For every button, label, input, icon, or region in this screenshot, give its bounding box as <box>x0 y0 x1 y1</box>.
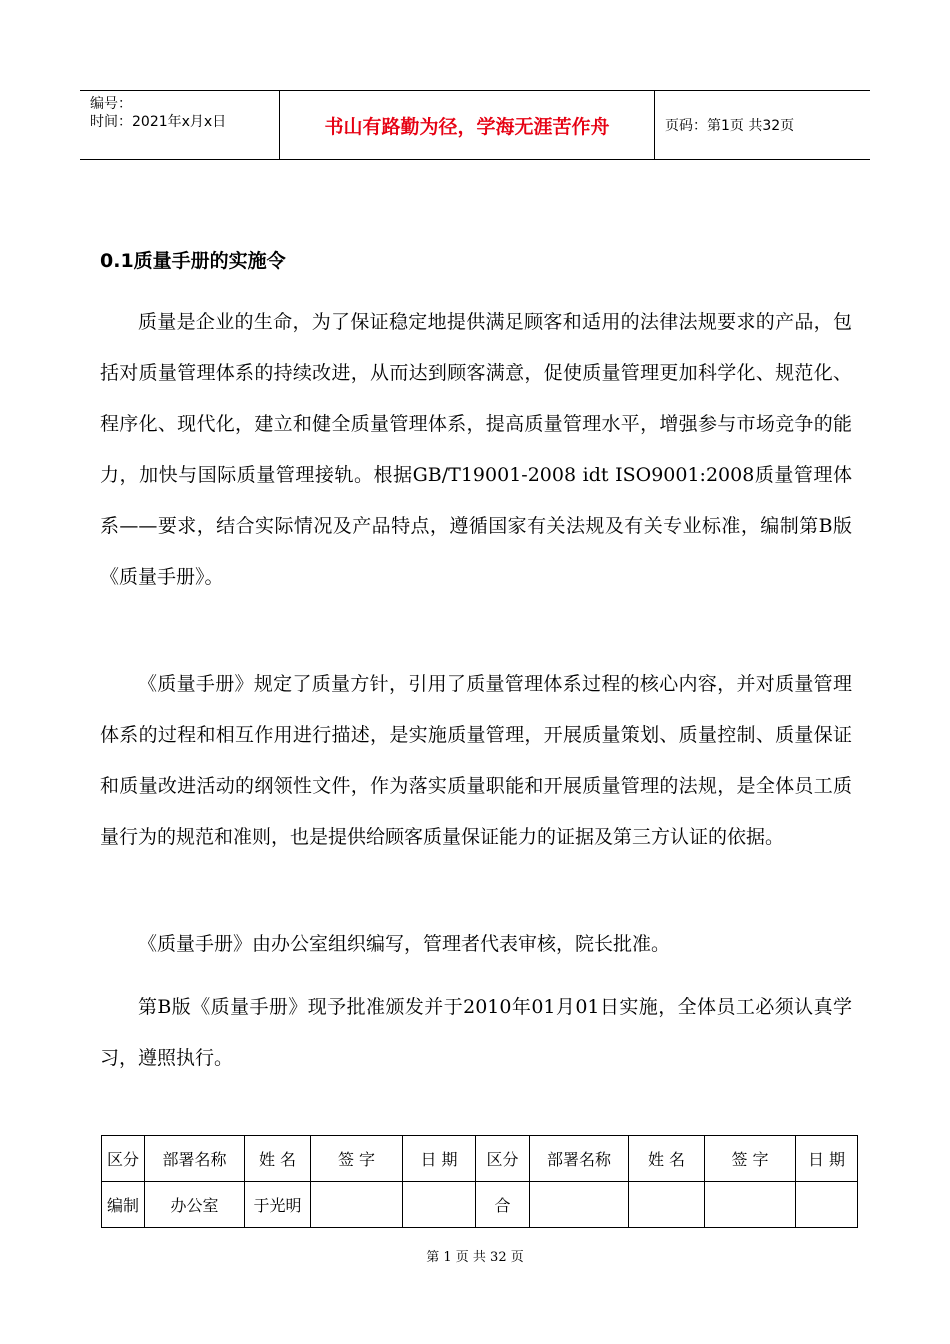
table-header-cell: 日 期 <box>796 1136 858 1182</box>
paragraph: 质量是企业的生命，为了保证稳定地提供满足顾客和适用的法律法规要求的产品，包括对质量管理体系的持续改进，从而达到顾客满意，促使质量管理更加科学化、规范化、程序化、现代化，建立和健全质量管理体系，提高质量管理水平，增强参与市场竞争的能力，加快与国际质量管理接轨。根据GB/T19001-2008 idt ISO9001:2008质量管理体系——要求，结合实际情况及产品特点，遵循国家有关法规及有关专业标准，编制第B版《质量手册》。 <box>100 311 852 588</box>
paragraph: 《质量手册》规定了质量方针，引用了质量管理体系过程的核心内容，并对质量管理体系的过程和相互作用进行描述，是实施质量管理，开展质量策划、质量控制、质量保证和质量改进活动的纲领性文件，作为落实质量职能和开展质量管理的法规，是全体员工质量行为的规范和准则，也是提供给顾客质量保证能力的证据及第三方认证的依据。 <box>100 673 852 848</box>
table-cell: 编制 <box>102 1182 145 1228</box>
table-header-cell: 部署名称 <box>145 1136 245 1182</box>
table-cell <box>311 1182 403 1228</box>
table-header-cell: 区分 <box>476 1136 530 1182</box>
table-cell <box>629 1182 705 1228</box>
table-cell: 于光明 <box>245 1182 311 1228</box>
table-header-cell: 区分 <box>102 1136 145 1182</box>
section-title: 0.1质量手册的实施令 <box>100 250 286 272</box>
table-cell <box>403 1182 476 1228</box>
table-header-cell: 签 字 <box>311 1136 403 1182</box>
table-header-cell: 签 字 <box>705 1136 796 1182</box>
paragraph: 第B版《质量手册》现予批准颁发并于2010年01月01日实施，全体员工必须认真学习，遵照执行。 <box>100 996 852 1069</box>
header-motto: 书山有路勤为径，学海无涯苦作舟 <box>280 91 655 159</box>
table-header-cell: 姓 名 <box>245 1136 311 1182</box>
table-cell: 办公室 <box>145 1182 245 1228</box>
table-header-row <box>102 1136 858 1182</box>
header-meta <box>80 91 280 159</box>
document-number-label: 编号： <box>90 96 132 112</box>
document-date-label: 时间：2021年x月x日 <box>90 114 227 130</box>
paragraph: 《质量手册》由办公室组织编写，管理者代表审核，院长批准。 <box>138 933 671 955</box>
table-header-cell: 姓 名 <box>629 1136 705 1182</box>
table-header-cell: 部署名称 <box>530 1136 629 1182</box>
page-footer: 第 1 页 共 32 页 <box>426 1250 524 1265</box>
table-cell <box>705 1182 796 1228</box>
table-cell <box>796 1182 858 1228</box>
table-row <box>102 1182 858 1228</box>
table-header-cell: 日 期 <box>403 1136 476 1182</box>
page-header <box>80 90 870 160</box>
table-cell: 合 <box>476 1182 530 1228</box>
approval-table <box>101 1135 858 1228</box>
table-cell <box>530 1182 629 1228</box>
header-page-info: 页码：第1页 共32页 <box>665 118 795 134</box>
